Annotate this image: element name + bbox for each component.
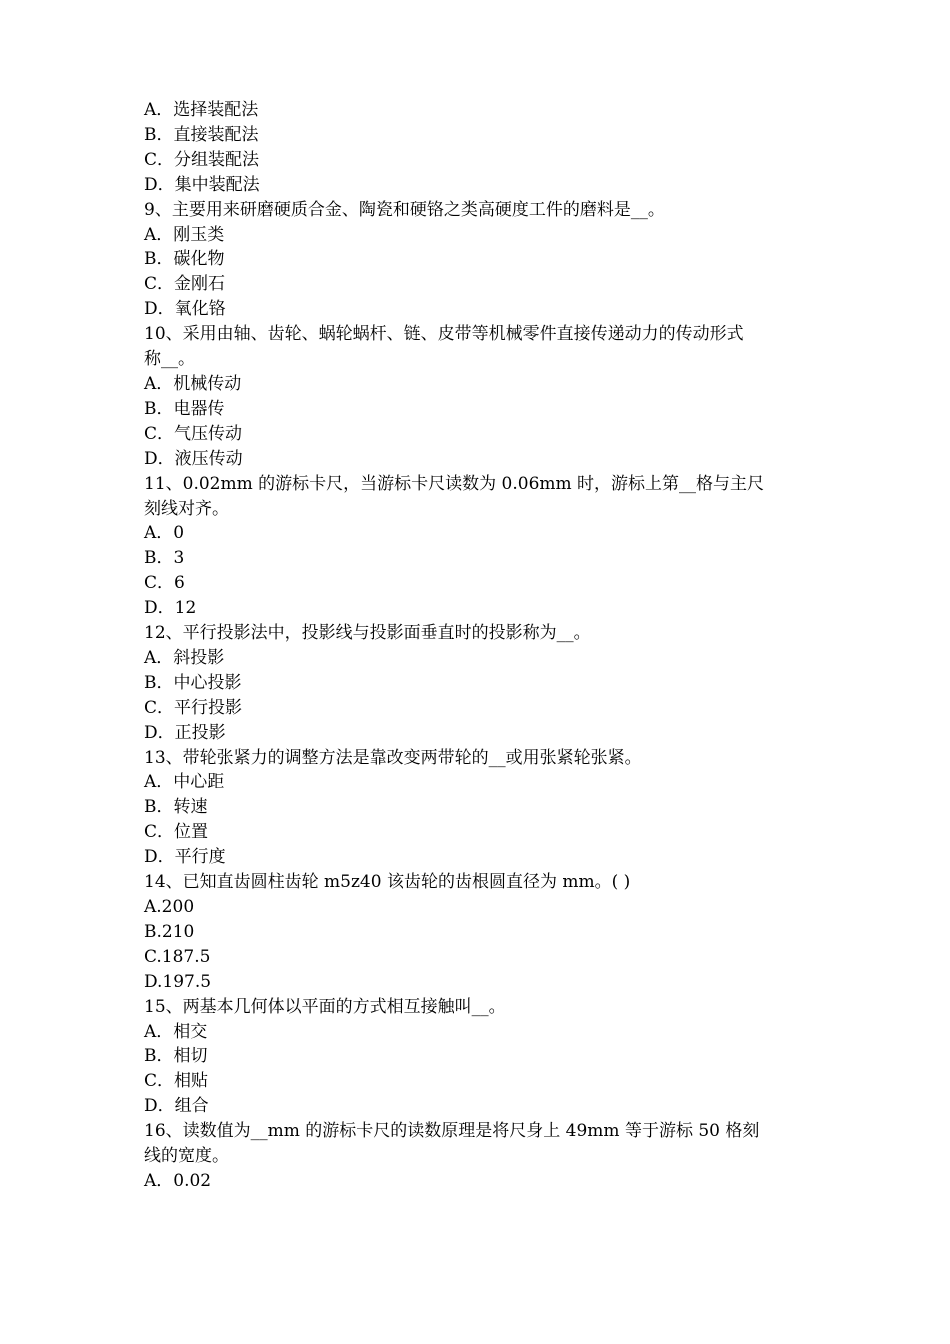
question-16: 16、读数值为__mm 的游标卡尺的读数原理是将尺身上 49mm 等于游标 50 格刻 — [144, 1121, 760, 1142]
question-12: 12、平行投影法中，投影线与投影面垂直时的投影称为__。 — [144, 623, 591, 644]
q14-option-b: B.210 — [144, 921, 195, 942]
question-11: 11、0.02mm 的游标卡尺，当游标卡尺读数为 0.06mm 时，游标上第__格与主尺 — [144, 473, 765, 494]
q15-option-a: A．相交 — [144, 1021, 208, 1042]
q9-option-c: C．金刚石 — [144, 274, 226, 295]
q10-option-d: D．液压传动 — [144, 448, 243, 469]
q14-option-a: A.200 — [144, 897, 195, 917]
q11-option-d: D．12 — [144, 598, 197, 619]
question-9: 9、主要用来研磨硬质合金、陶瓷和硬铬之类高硬度工件的磨料是__。 — [144, 199, 665, 220]
question-11-continued: 刻线对齐。 — [144, 498, 229, 519]
q13-option-b: B．转速 — [144, 797, 208, 818]
q9-option-a: A．刚玉类 — [144, 224, 225, 245]
q10-option-a: A．机械传动 — [144, 373, 242, 394]
q12-option-a: A．斜投影 — [144, 647, 225, 668]
q15-option-b: B．相切 — [144, 1046, 208, 1067]
q13-option-c: C．位置 — [144, 822, 209, 843]
q12-option-c: C．平行投影 — [144, 697, 243, 718]
q9-option-d: D．氧化铬 — [144, 299, 226, 320]
q14-option-c: C.187.5 — [144, 946, 211, 967]
q10-option-c: C．气压传动 — [144, 423, 243, 444]
question-16-continued: 线的宽度。 — [144, 1146, 229, 1167]
q9-option-b: B．碳化物 — [144, 249, 225, 270]
q16-option-a: A．0.02 — [144, 1170, 212, 1191]
document-body — [144, 98, 820, 1194]
q11-option-b: B．3 — [144, 548, 185, 569]
q11-option-c: C．6 — [144, 573, 185, 594]
option-c: C．分组装配法 — [144, 149, 260, 170]
q15-option-d: D．组合 — [144, 1096, 209, 1117]
q12-option-d: D．正投影 — [144, 722, 226, 743]
q14-option-d: D.197.5 — [144, 971, 212, 992]
option-b: B．直接装配法 — [144, 124, 259, 145]
question-13: 13、带轮张紧力的调整方法是靠改变两带轮的__或用张紧轮张紧。 — [144, 747, 642, 768]
q11-option-a: A．0 — [144, 523, 185, 544]
q12-option-b: B．中心投影 — [144, 672, 242, 693]
q13-option-a: A．中心距 — [144, 772, 225, 793]
question-10: 10、采用由轴、齿轮、蜗轮蜗杆、链、皮带等机械零件直接传递动力的传动形式 — [144, 324, 744, 345]
q10-option-b: B．电器传 — [144, 398, 225, 419]
question-10-continued: 称__。 — [144, 349, 195, 370]
question-15: 15、两基本几何体以平面的方式相互接触叫__。 — [144, 996, 506, 1017]
option-a: A．选择装配法 — [144, 100, 259, 120]
q15-option-c: C．相贴 — [144, 1071, 209, 1092]
question-14: 14、已知直齿圆柱齿轮 m5z40 该齿轮的齿根圆直径为 mm。( ) — [144, 872, 631, 893]
option-d: D．集中装配法 — [144, 174, 260, 195]
q13-option-d: D．平行度 — [144, 847, 226, 868]
